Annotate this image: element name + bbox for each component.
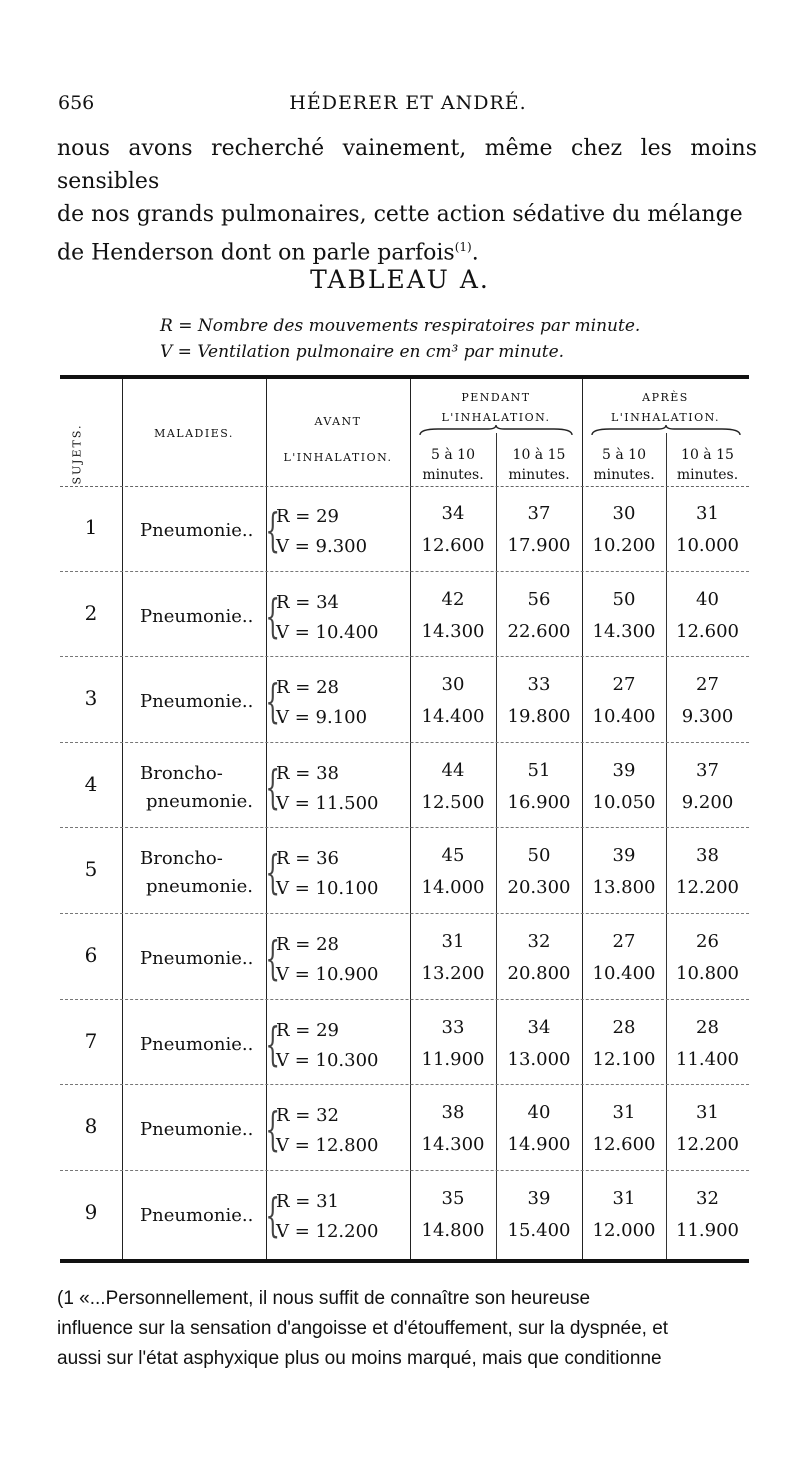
page-header [58,92,758,122]
paragraph-line-text: de Henderson dont on parle parfois [57,240,455,266]
cell-p1015-v: 15.400 [507,1219,571,1241]
legend-r: R = Nombre des mouvements respiratoires par minute. [160,316,641,336]
cell-a510-v: 12.000 [592,1219,656,1241]
cell-p1015-v: 19.800 [507,706,571,728]
table-title: TABLEAU A. [310,265,490,294]
header-avant: AVANT [314,415,362,428]
row-v-value: V = 10.400 [276,621,379,643]
brace-icon: { [265,674,280,729]
cell-a510-v: 10.050 [592,791,656,813]
row-disease [140,760,253,816]
cell-a1015-r: 31 [696,1102,719,1124]
cell-a1015-v: 10.800 [676,963,739,984]
cell-a510-v: 10.400 [592,706,656,728]
cell-a1015-r: 40 [696,588,719,610]
cell-a1015-v: 12.600 [676,620,739,642]
row-number: 3 [84,686,98,711]
cell-a510-r: 31 [612,1187,636,1209]
row-separator [60,656,749,657]
cell-p1015-v: 17.900 [507,535,571,556]
cell-p1015-v: 16.900 [507,791,571,813]
cell-p510-r: 34 [441,503,465,524]
cell-a510-v: 10.200 [592,535,656,556]
cell-p510-v: 12.600 [421,535,485,556]
cell-a1015-v: 12.200 [676,1134,739,1156]
row-number: 9 [84,1199,98,1224]
disease-line: Pneumonie.. [140,1204,254,1226]
subheader-apres-10-15: 10 à 15 minutes. [676,447,739,483]
cell-a1015-r: 32 [696,1187,719,1209]
data-table [60,375,749,1263]
row-v-value: V = 10.100 [276,878,379,900]
cell-p510-r: 35 [441,1187,465,1209]
cell-p510-v: 13.200 [421,963,485,984]
header-apres-sub: L'INHALATION. [610,411,721,424]
cell-a1015-v: 9.300 [681,706,734,728]
subheader-apres-5-10: 5 à 10 minutes. [593,447,655,483]
disease-line: Pneumonie.. [140,948,254,969]
cell-p1015-r: 33 [527,674,551,696]
row-v-value: V = 9.300 [276,536,368,557]
cell-p510-v: 14.400 [421,706,485,728]
disease-line: Broncho- [140,762,223,784]
disease-line: Pneumonie.. [140,691,254,713]
cell-p1015-r: 40 [527,1102,551,1124]
brace-icon: { [265,1187,280,1242]
row-disease [140,1202,253,1230]
footnote [57,1284,757,1374]
cell-a510-r: 50 [612,588,636,610]
row-v-value: V = 11.500 [276,792,379,814]
cell-p510-v: 14.300 [421,1134,485,1156]
cell-p510-r: 44 [441,759,465,781]
row-separator [60,742,749,743]
row-v-value: V = 10.300 [276,1049,379,1071]
cell-a510-r: 28 [612,1016,636,1038]
cell-a510-v: 13.800 [592,877,656,899]
cell-p510-r: 38 [441,1102,465,1124]
header-pendant: PENDANT [461,391,531,404]
row-number: 5 [84,857,98,882]
disease-line: pneumonie. [146,876,253,898]
page-number: 656 [58,92,95,114]
cell-p1015-v: 20.300 [507,877,571,899]
row-separator [60,1170,749,1171]
row-r-value: R = 34 [276,591,339,613]
cell-p1015-r: 51 [527,759,551,781]
row-disease [140,845,253,901]
row-separator [60,1084,749,1085]
cell-p510-v: 14.300 [421,620,485,642]
brace-icon: { [265,1016,280,1071]
cell-a1015-r: 31 [696,503,719,524]
cell-a1015-v: 11.900 [676,1219,739,1241]
body-paragraph [57,132,757,269]
header-avant-sub: L'INHALATION. [283,451,393,464]
cell-p1015-v: 13.000 [507,1048,571,1070]
header-maladies: MALADIES. [154,427,234,440]
row-v-value: V = 12.800 [276,1135,379,1157]
row-r-value: R = 29 [276,1019,339,1041]
cell-a510-r: 27 [612,931,636,952]
row-number: 1 [84,515,98,539]
subheader-pendant-5-10: 5 à 10 minutes. [422,447,484,483]
cell-p510-r: 45 [441,845,465,867]
row-disease [140,517,253,545]
row-number: 6 [84,943,98,967]
row-disease [140,688,253,716]
row-number: 8 [84,1114,98,1139]
header-rule [60,486,749,487]
row-v-value: V = 10.900 [276,964,379,985]
disease-line: Pneumonie.. [140,520,254,541]
cell-a1015-v: 10.000 [676,535,739,556]
row-r-value: R = 28 [276,934,339,955]
cell-p510-v: 12.500 [421,791,485,813]
cell-a1015-v: 11.400 [676,1048,739,1070]
cell-a510-r: 27 [612,674,636,696]
cell-p510-v: 14.800 [421,1219,485,1241]
row-separator [60,571,749,572]
cell-p1015-r: 34 [527,1016,551,1038]
cell-p510-v: 14.000 [421,877,485,899]
cell-p510-v: 11.900 [421,1048,485,1070]
disease-line: Pneumonie.. [140,605,254,627]
cell-p1015-r: 37 [527,503,551,524]
header-apres: APRÈS [642,391,689,404]
cell-p1015-r: 32 [527,931,551,952]
cell-a510-v: 14.300 [592,620,656,642]
brace-icon: { [265,588,280,643]
row-disease [140,945,253,973]
cell-p1015-r: 50 [527,845,551,867]
brace-pendant [418,425,574,437]
row-separator [60,827,749,828]
cell-a1015-r: 27 [696,674,719,696]
cell-p1015-r: 56 [527,588,551,610]
row-r-value: R = 31 [276,1190,339,1212]
footnote-line: (1 «...Personnellement, il nous suffit de connaître son heureuse [57,1288,591,1309]
cell-a1015-v: 12.200 [676,877,739,899]
cell-p510-r: 42 [441,588,465,610]
brace-icon: { [265,503,280,557]
footnote-line: influence sur la sensation d'angoisse et d'étouffement, sur la dyspnée, et [57,1318,669,1339]
brace-icon: { [265,1102,280,1157]
cell-p510-r: 33 [441,1016,465,1038]
cell-p510-r: 30 [441,674,465,696]
disease-line: Pneumonie.. [140,1119,254,1141]
row-r-value: R = 32 [276,1105,339,1127]
row-v-value: V = 9.100 [276,707,368,729]
cell-p510-r: 31 [441,931,465,952]
subheader-pendant-10-15: 10 à 15 minutes. [508,447,570,483]
cell-p1015-r: 39 [527,1187,551,1209]
row-r-value: R = 29 [276,506,339,527]
cell-a510-r: 39 [612,759,636,781]
running-title: HÉDERER ET ANDRÉ. [289,92,527,114]
cell-a510-v: 12.600 [592,1134,656,1156]
row-r-value: R = 28 [276,677,339,699]
header-pendant-sub: L'INHALATION. [441,411,551,424]
row-disease [140,1031,253,1059]
cell-p1015-v: 22.600 [507,620,571,642]
legend-v: V = Ventilation pulmonaire en cm³ par minute. [160,342,565,362]
column-divider [122,379,123,1259]
disease-line: Pneumonie.. [140,1033,254,1055]
row-separator [60,999,749,1000]
cell-a1015-r: 28 [696,1016,719,1038]
cell-a1015-r: 37 [696,759,719,781]
row-number: 4 [84,771,98,796]
disease-line: pneumonie. [146,790,253,812]
cell-a1015-v: 9.200 [681,791,734,813]
cell-a510-r: 30 [612,503,636,524]
paragraph-line [57,231,757,269]
brace-apres [590,425,742,437]
cell-p1015-v: 20.800 [507,963,571,984]
row-v-value: V = 12.200 [276,1220,379,1242]
footnote-line: aussi sur l'état asphyxique plus ou moins marqué, mais que conditionne [57,1348,662,1369]
row-number: 2 [84,600,98,625]
cell-a1015-r: 26 [696,931,719,952]
paragraph-line: nous avons recherché vainement, même chez les moins sensibles [57,136,757,194]
row-disease [140,1116,253,1144]
cell-a510-r: 39 [612,845,636,867]
row-separator [60,913,749,914]
disease-line: Broncho- [140,848,223,870]
row-r-value: R = 36 [276,848,339,870]
brace-icon: { [265,931,280,985]
row-disease [140,603,253,631]
row-r-value: R = 38 [276,762,339,784]
cell-a1015-r: 38 [696,845,719,867]
paragraph-line: de nos grands pulmonaires, cette action sédative du mélange [57,202,743,227]
cell-a510-v: 10.400 [592,963,656,984]
paragraph-line-end: . [471,240,479,266]
footnote-reference[interactable]: (1) [454,240,472,254]
cell-a510-v: 12.100 [592,1048,656,1070]
brace-icon: { [265,759,280,814]
brace-icon: { [265,845,280,900]
header-sujets: SUJETS. [70,423,84,485]
row-number: 7 [84,1028,98,1053]
cell-p1015-v: 14.900 [507,1134,571,1156]
cell-a510-r: 31 [612,1102,636,1124]
